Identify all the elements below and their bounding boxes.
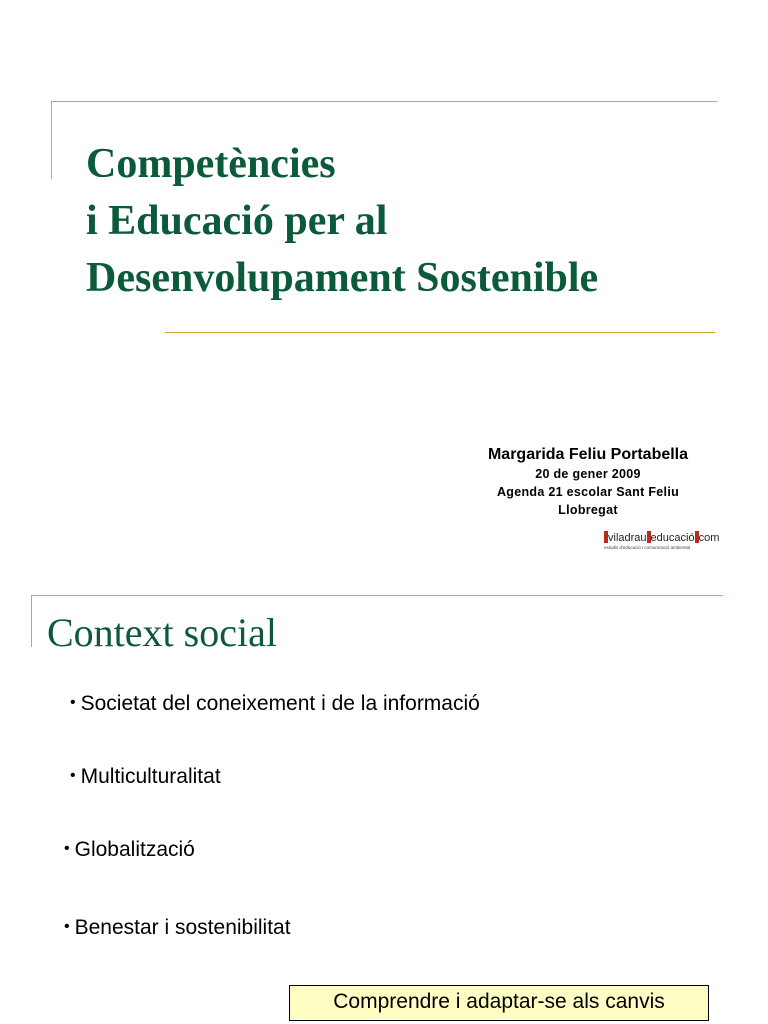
title-line-1: Competències xyxy=(86,141,336,187)
author-name: Margarida Feliu Portabella xyxy=(487,446,689,463)
title-line-2: i Educació per al xyxy=(86,198,388,244)
bullet-text: Multiculturalitat xyxy=(80,765,221,788)
organization-logo xyxy=(604,531,720,555)
bullet-item xyxy=(70,763,221,790)
section-title: Context social xyxy=(47,610,277,655)
logo-part-2: educació xyxy=(650,532,695,544)
logo-tagline: estudis d'educació i comunicació ambiental xyxy=(604,545,691,550)
title-line-3: Desenvolupament Sostenible xyxy=(86,255,599,301)
bullet-glyph: • xyxy=(64,918,70,935)
event-line-2: Llobregat xyxy=(558,503,618,517)
bullet-text: Societat del coneixement i de la informació xyxy=(80,692,480,715)
bullet-item xyxy=(64,836,195,863)
author-block xyxy=(440,445,736,519)
bullet-text: Globalització xyxy=(74,838,195,861)
event-line-1: Agenda 21 escolar Sant Feliu xyxy=(496,485,680,499)
bullet-item xyxy=(64,914,291,941)
bullet-item xyxy=(70,690,480,717)
presentation-date: 20 de gener 2009 xyxy=(535,467,641,481)
logo-part-3: com xyxy=(698,532,720,544)
left-rule xyxy=(51,101,52,179)
top-rule xyxy=(31,595,723,596)
left-rule xyxy=(31,595,32,647)
slide-title xyxy=(86,136,746,307)
bullet-glyph: • xyxy=(70,767,76,784)
bullet-glyph: • xyxy=(70,694,76,711)
bullet-text: Benestar i sostenibilitat xyxy=(74,916,291,939)
top-rule xyxy=(51,101,717,102)
logo-part-1: viladrau xyxy=(608,532,647,544)
title-underline xyxy=(165,332,715,333)
callout-box: Comprendre i adaptar-se als canvis xyxy=(289,985,709,1021)
bullet-glyph: • xyxy=(64,840,70,857)
context-slide xyxy=(0,585,768,1024)
